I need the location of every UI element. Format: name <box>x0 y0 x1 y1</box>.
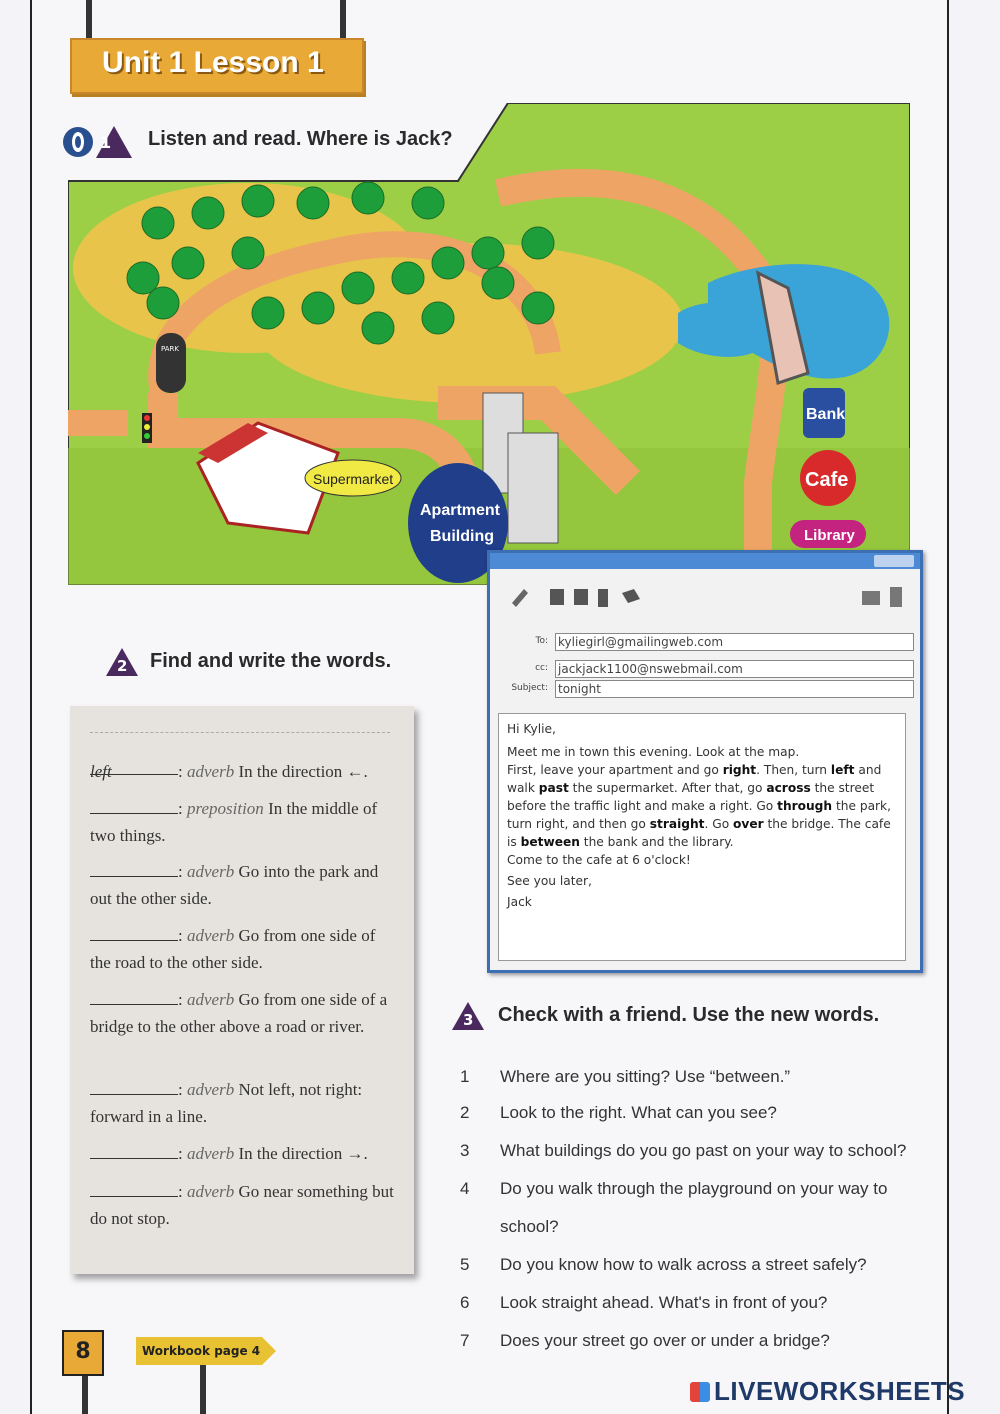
definition-8: : adverb Go near something but do not stop. <box>90 1182 394 1228</box>
workbook-page-link[interactable]: Workbook page 4 <box>136 1337 262 1365</box>
cc-field[interactable]: jackjack1100@nswebmail.com <box>555 660 914 678</box>
apartment-label-line1: Apartment <box>420 502 501 519</box>
unit-title: Unit 1 Lesson 1 <box>102 46 324 79</box>
email-toolbar-icons[interactable] <box>510 583 660 609</box>
footer-post-right <box>200 1365 206 1414</box>
liveworksheets-logo: LIVEWORKSHEETS <box>690 1376 965 1407</box>
definition-1: left : adverb In the direction ←. <box>90 758 400 785</box>
page-number: 8 <box>62 1330 104 1376</box>
email-name: Jack <box>507 895 532 909</box>
section1-title: Listen and read. Where is Jack? <box>148 128 453 150</box>
definition-4: : adverb Go from one side of the road to the other side. <box>90 926 376 972</box>
email-signoff: See you later, <box>507 874 592 888</box>
email-titlebar <box>490 553 920 569</box>
card-divider <box>90 732 390 733</box>
email-greeting: Hi Kylie, <box>507 722 556 736</box>
supermarket-label: Supermarket <box>313 471 394 487</box>
footer-post-left <box>82 1372 88 1414</box>
answer-input-7[interactable] <box>90 1142 178 1159</box>
unit-banner <box>70 38 364 94</box>
definition-3: : adverb Go into the park and out the other side. <box>90 862 379 908</box>
email-time: Come to the cafe at 6 o'clock! <box>507 853 691 867</box>
answer-input-3[interactable] <box>90 860 178 877</box>
answer-input-8[interactable] <box>90 1180 178 1197</box>
subject-field[interactable]: tonight <box>555 680 914 698</box>
email-body <box>498 713 906 961</box>
answer-input-1[interactable]: left <box>90 758 178 775</box>
answer-input-4[interactable] <box>90 924 178 941</box>
email-directions: First, leave your apartment and go right. Then, turn left and walk past the supermarket. After that, go across the street before the traffic light and make a right. Go through the park, turn right, and then go straight. Go over the bridge. The cafe is between the bank and the library. <box>507 763 891 849</box>
section3-title: Check with a friend. Use the new words. <box>498 1004 880 1026</box>
definition-7: : adverb In the direction →. <box>90 1140 400 1167</box>
to-field[interactable]: kyliegirl@gmailingweb.com <box>555 633 914 651</box>
email-window <box>487 550 923 973</box>
section1-number: 1 <box>100 133 112 152</box>
definition-6: : adverb Not left, not right: forward in a line. <box>90 1080 363 1126</box>
definition-5: : adverb Go from one side of a bridge to the other above a road or river. <box>90 990 388 1036</box>
trash-icon[interactable] <box>860 583 910 609</box>
answer-input-5[interactable] <box>90 988 178 1005</box>
apartment-label-line2: Building <box>430 528 494 545</box>
definitions-card <box>70 706 414 1274</box>
email-line1: Meet me in town this evening. Look at the map. <box>507 745 800 759</box>
section3-number: 3 <box>463 1011 474 1029</box>
cc-label: cc: <box>535 663 548 673</box>
subject-label: Subject: <box>511 683 548 693</box>
answer-input-6[interactable] <box>90 1078 178 1095</box>
park-gate-label: PARK <box>161 345 180 353</box>
section2-title: Find and write the words. <box>150 650 392 672</box>
bank-label: Bank <box>806 406 846 423</box>
logo-icon <box>690 1382 710 1402</box>
section2-number: 2 <box>117 657 128 675</box>
window-controls[interactable] <box>874 555 914 567</box>
definition-2: : preposition In the middle of two things. <box>90 799 378 845</box>
to-label: To: <box>535 636 548 646</box>
cafe-label: Cafe <box>805 469 849 491</box>
answer-input-2[interactable] <box>90 797 178 814</box>
library-label: Library <box>804 527 855 544</box>
town-map <box>68 103 910 585</box>
